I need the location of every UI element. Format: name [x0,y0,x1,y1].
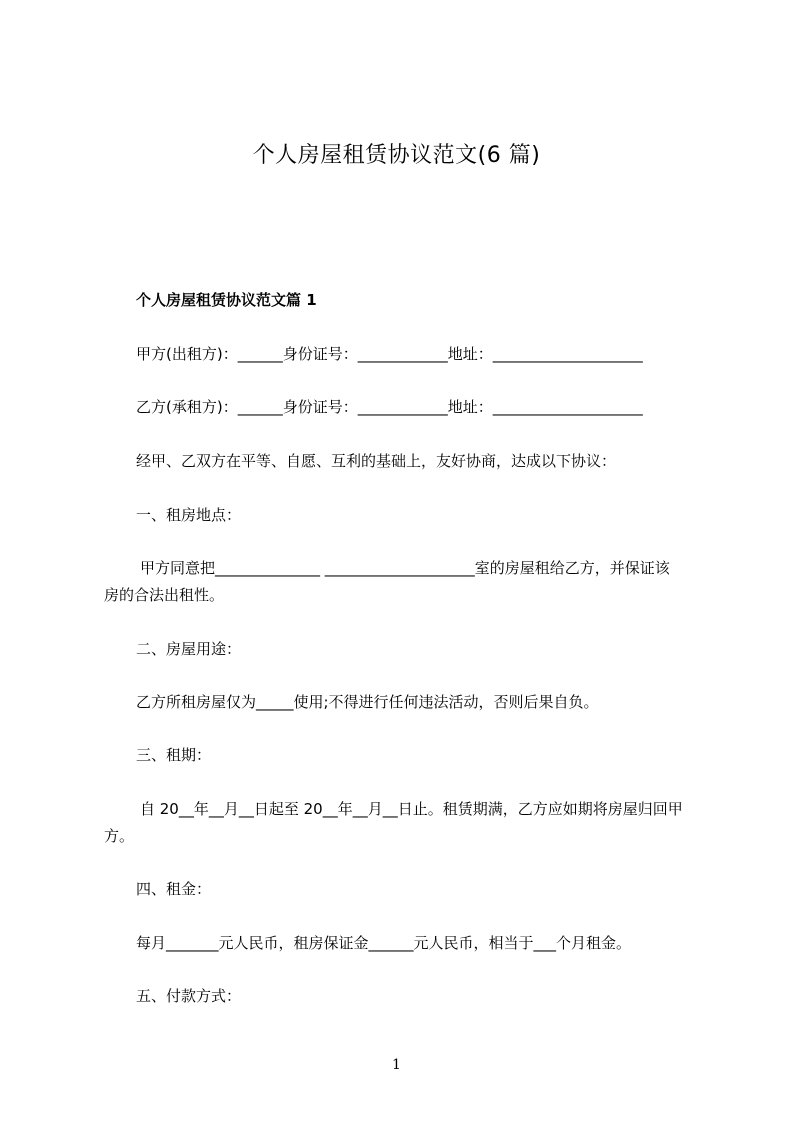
clause-3-line-2: 方。 [104,827,135,845]
preamble: 经甲、乙双方在平等、自愿、互利的基础上，友好协商，达成以下协议： [136,452,617,470]
clause-3-heading: 三、租期： [136,746,212,764]
clause-2-heading: 二、房屋用途： [136,640,242,658]
document-title: 个人房屋租赁协议范文(6 篇) [252,143,541,168]
clause-1-line-1: 甲方同意把______________ ____________________室的房屋租给乙方，并保证该 [140,559,670,577]
page-number: 1 [392,1057,401,1073]
party-b-info: 乙方(承租方)：______身份证号：____________地址：____________________ [136,398,643,416]
clause-5-heading: 五、付款方式： [136,987,242,1005]
party-a-info: 甲方(出租方)：______身份证号：____________地址：____________________ [136,345,643,363]
clause-1-heading: 一、租房地点： [136,506,242,524]
clause-3-line-1: 自 20__年__月__日起至 20__年__月__日止。租赁期满，乙方应如期将房屋归回甲 [140,800,683,818]
clause-4-heading: 四、租金： [136,880,212,898]
clause-4-body: 每月_______元人民币，租房保证金______元人民币，相当于___个月租金。 [136,934,632,952]
clause-1-line-2: 房的合法出租性。 [104,586,225,604]
clause-2-body: 乙方所租房屋仅为_____使用;不得进行任何违法活动，否则后果自负。 [136,693,599,711]
section-heading: 个人房屋租赁协议范文篇 1 [136,291,317,309]
